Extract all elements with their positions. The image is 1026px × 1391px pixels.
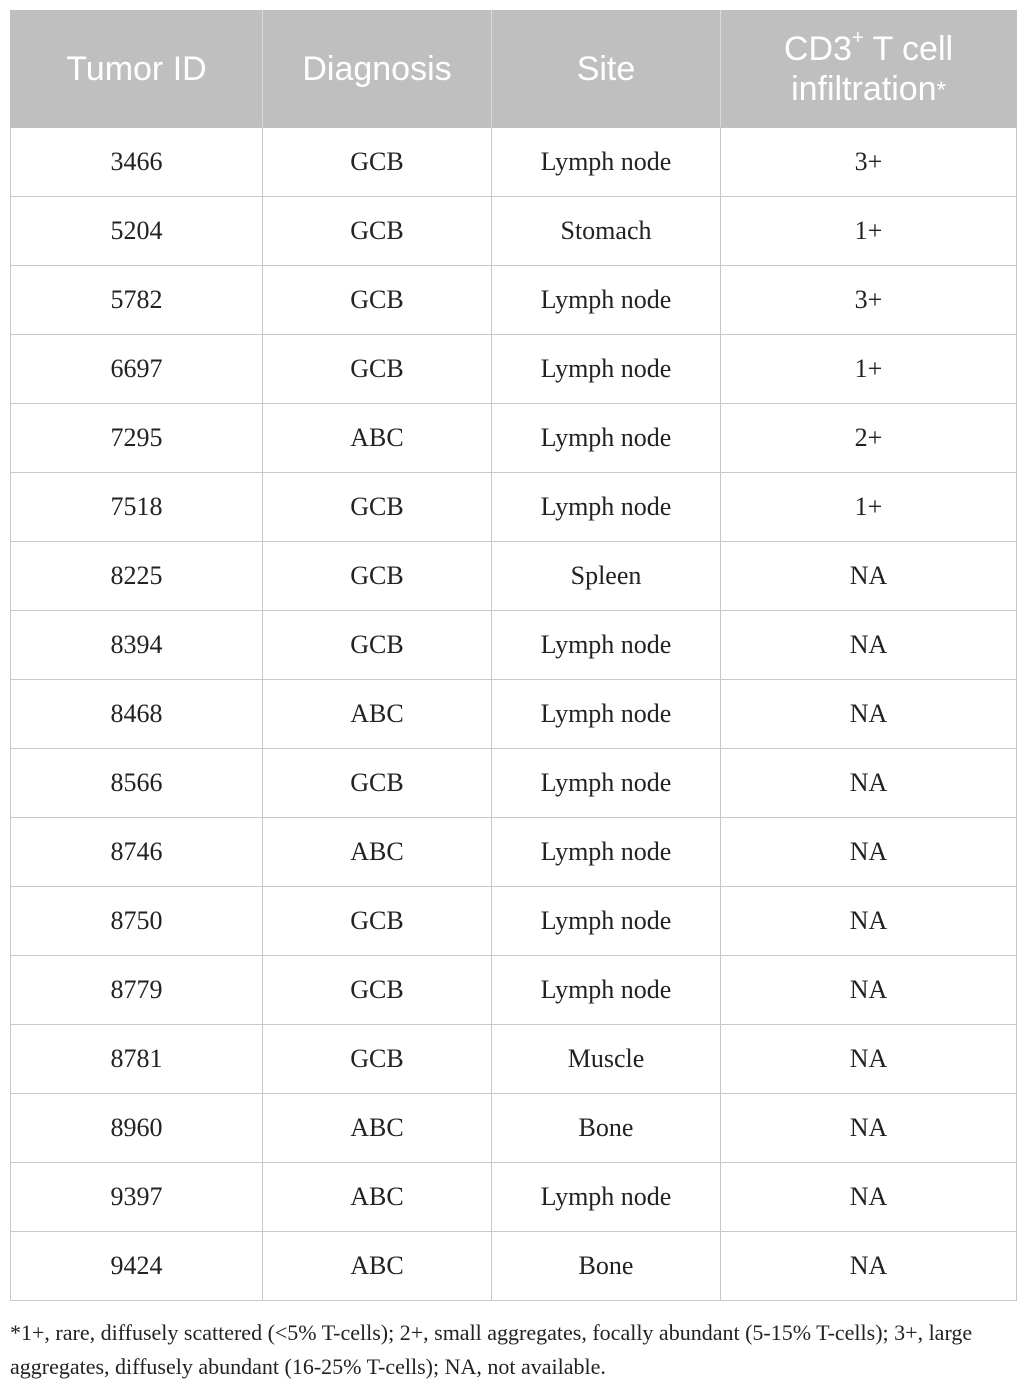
table-row — [11, 1232, 1017, 1301]
cell-diagnosis: ABC — [263, 818, 492, 887]
cell-site: Lymph node — [492, 128, 721, 197]
cell-tumor-id: 8779 — [11, 956, 263, 1025]
header-diagnosis: Diagnosis — [263, 11, 492, 128]
table-row — [11, 749, 1017, 818]
header-cd3-rest: T cell — [863, 30, 954, 68]
cell-diagnosis: GCB — [263, 611, 492, 680]
cell-tumor-id: 5204 — [11, 197, 263, 266]
cell-diagnosis: GCB — [263, 1025, 492, 1094]
header-cd3-infiltration — [721, 11, 1017, 128]
cell-cd3-infiltration: 3+ — [721, 266, 1017, 335]
table-row — [11, 473, 1017, 542]
cell-diagnosis: ABC — [263, 1163, 492, 1232]
header-site: Site — [492, 11, 721, 128]
cell-cd3-infiltration: NA — [721, 1232, 1017, 1301]
cell-cd3-infiltration: NA — [721, 611, 1017, 680]
cell-site: Lymph node — [492, 611, 721, 680]
cell-site: Stomach — [492, 197, 721, 266]
cell-site: Lymph node — [492, 404, 721, 473]
cell-tumor-id: 8746 — [11, 818, 263, 887]
header-cd3-line2: infiltration — [791, 70, 937, 108]
cell-diagnosis: GCB — [263, 197, 492, 266]
cell-cd3-infiltration: NA — [721, 956, 1017, 1025]
tumor-table-container — [10, 10, 1016, 1301]
table-header — [11, 11, 1017, 128]
cell-site: Bone — [492, 1232, 721, 1301]
cell-site: Lymph node — [492, 266, 721, 335]
table-row — [11, 335, 1017, 404]
header-cd3-star: * — [936, 77, 946, 104]
cell-tumor-id: 3466 — [11, 128, 263, 197]
cell-cd3-infiltration: NA — [721, 1094, 1017, 1163]
table-row — [11, 818, 1017, 887]
cell-tumor-id: 9397 — [11, 1163, 263, 1232]
cell-cd3-infiltration: 2+ — [721, 404, 1017, 473]
cell-cd3-infiltration: NA — [721, 749, 1017, 818]
table-row — [11, 404, 1017, 473]
cell-diagnosis: ABC — [263, 680, 492, 749]
cell-diagnosis: GCB — [263, 266, 492, 335]
cell-site: Spleen — [492, 542, 721, 611]
cell-site: Lymph node — [492, 887, 721, 956]
cell-site: Lymph node — [492, 335, 721, 404]
cell-tumor-id: 8781 — [11, 1025, 263, 1094]
cell-tumor-id: 8960 — [11, 1094, 263, 1163]
cell-site: Lymph node — [492, 473, 721, 542]
cell-diagnosis: GCB — [263, 542, 492, 611]
cell-site: Muscle — [492, 1025, 721, 1094]
cell-site: Lymph node — [492, 680, 721, 749]
header-cd3-prefix: CD3 — [783, 30, 852, 68]
table-row — [11, 1025, 1017, 1094]
cell-cd3-infiltration: 3+ — [721, 128, 1017, 197]
tumor-table — [10, 10, 1017, 1301]
cell-diagnosis: GCB — [263, 749, 492, 818]
cell-tumor-id: 8566 — [11, 749, 263, 818]
header-tumor-id: Tumor ID — [11, 11, 263, 128]
cell-tumor-id: 8225 — [11, 542, 263, 611]
cell-site: Lymph node — [492, 1163, 721, 1232]
cell-diagnosis: GCB — [263, 887, 492, 956]
cell-tumor-id: 5782 — [11, 266, 263, 335]
cell-site: Bone — [492, 1094, 721, 1163]
header-cd3-superscript: + — [851, 26, 864, 49]
table-row — [11, 197, 1017, 266]
cell-tumor-id: 7295 — [11, 404, 263, 473]
table-body — [11, 128, 1017, 1301]
cell-tumor-id: 9424 — [11, 1232, 263, 1301]
table-row — [11, 1163, 1017, 1232]
table-row — [11, 887, 1017, 956]
cell-cd3-infiltration: 1+ — [721, 473, 1017, 542]
cell-diagnosis: ABC — [263, 1232, 492, 1301]
table-row — [11, 1094, 1017, 1163]
cell-diagnosis: GCB — [263, 473, 492, 542]
cell-tumor-id: 8468 — [11, 680, 263, 749]
cell-cd3-infiltration: NA — [721, 542, 1017, 611]
cell-diagnosis: GCB — [263, 956, 492, 1025]
cell-cd3-infiltration: NA — [721, 887, 1017, 956]
cell-cd3-infiltration: NA — [721, 818, 1017, 887]
cell-tumor-id: 6697 — [11, 335, 263, 404]
cell-cd3-infiltration: 1+ — [721, 197, 1017, 266]
table-row — [11, 128, 1017, 197]
cell-cd3-infiltration: NA — [721, 680, 1017, 749]
cell-cd3-infiltration: NA — [721, 1163, 1017, 1232]
cell-site: Lymph node — [492, 956, 721, 1025]
table-row — [11, 266, 1017, 335]
table-row — [11, 956, 1017, 1025]
table-row — [11, 611, 1017, 680]
table-row — [11, 680, 1017, 749]
cell-tumor-id: 8750 — [11, 887, 263, 956]
cell-cd3-infiltration: NA — [721, 1025, 1017, 1094]
cell-tumor-id: 7518 — [11, 473, 263, 542]
cell-diagnosis: GCB — [263, 128, 492, 197]
cell-tumor-id: 8394 — [11, 611, 263, 680]
table-footnote: *1+, rare, diffusely scattered (<5% T-cells); 2+, small aggregates, focally abundant (5-15% T-cells); 3+, large aggregates, diffusely abundant (16-25% T-cells); NA, not available. — [10, 1320, 973, 1379]
table-row — [11, 542, 1017, 611]
cell-diagnosis: ABC — [263, 404, 492, 473]
cell-cd3-infiltration: 1+ — [721, 335, 1017, 404]
cell-diagnosis: GCB — [263, 335, 492, 404]
cell-diagnosis: ABC — [263, 1094, 492, 1163]
cell-site: Lymph node — [492, 749, 721, 818]
cell-site: Lymph node — [492, 818, 721, 887]
header-row — [11, 11, 1017, 128]
